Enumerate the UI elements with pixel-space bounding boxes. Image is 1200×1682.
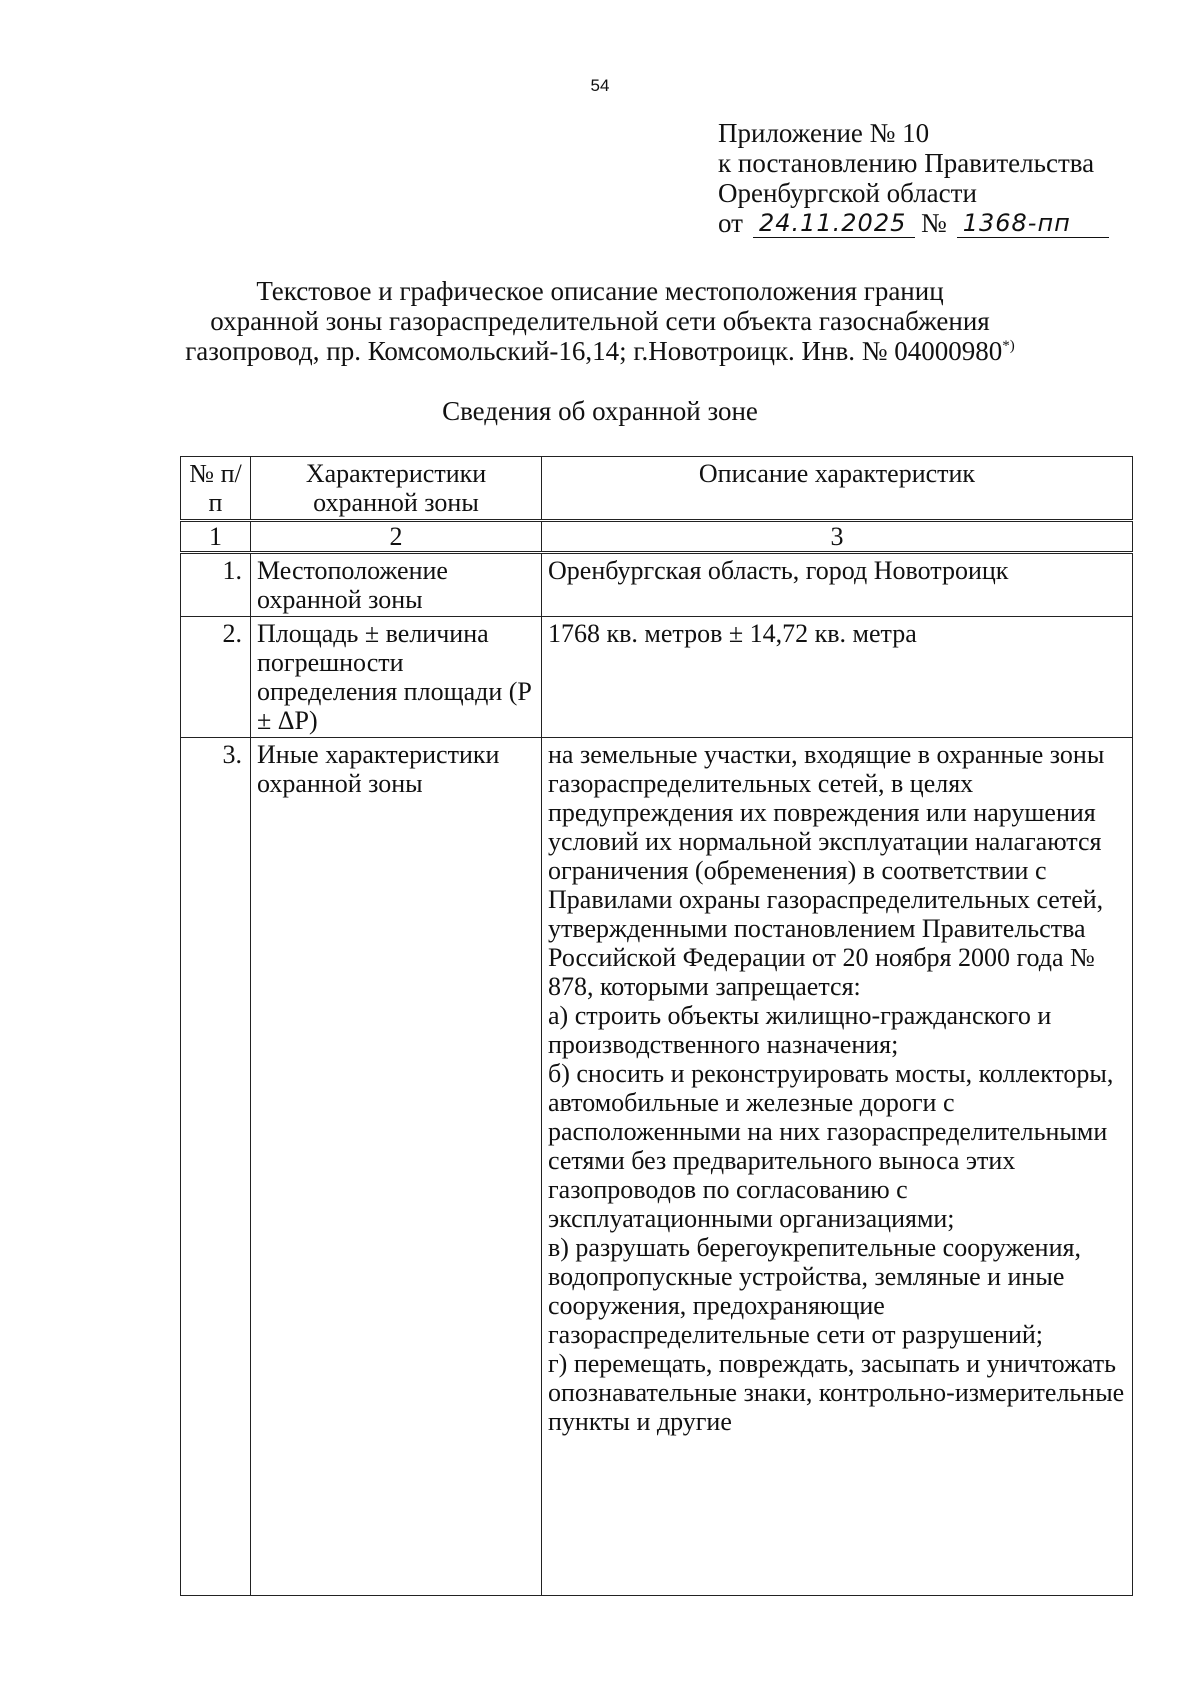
document-title <box>0 276 1200 366</box>
title-line-3 <box>0 336 1200 366</box>
row-description <box>542 738 1133 1596</box>
page-number: 54 <box>590 76 610 95</box>
description-paragraph: на земельные участки, входящие в охранные зоны газораспределительных сетей, в целях предупреждения их повреждения или нарушения условий их нормальной эксплуатации налагаются ограничения (обременения) в соответствии с Правилами охраны газораспределительных сетей, утвержденными постановлением Правительства Российской Федерации от 20 ноября 2000 года № 878, которыми запрещается: <box>548 740 1105 1001</box>
protection-zone-table <box>180 456 1133 1596</box>
column-index: 1 <box>181 521 251 553</box>
header-description: Описание характеристик <box>542 457 1133 521</box>
header-number: № п/п <box>181 457 251 521</box>
row-characteristic: Иные характеристики охранной зоны <box>251 738 542 1596</box>
section-subtitle: Сведения об охранной зоне <box>442 396 758 426</box>
row-number: 1. <box>181 553 251 617</box>
appendix-resolution-line: к постановлению Правительства <box>718 148 1095 178</box>
table-row <box>181 738 1133 1596</box>
handwritten-number: 1368-пп <box>957 209 1109 238</box>
column-index: 2 <box>251 521 542 553</box>
appendix-region-line: Оренбургской области <box>718 178 977 208</box>
description-item-a: а) строить объекты жилищно-гражданского и производственного назначения; <box>548 1001 1052 1059</box>
table-row <box>181 553 1133 617</box>
handwritten-date: 24.11.2025 <box>753 209 915 238</box>
title-line-3-text: газопровод, пр. Комсомольский-16,14; г.Новотроицк. Инв. № 04000980 <box>185 336 1003 366</box>
table-row <box>181 617 1133 738</box>
row-description: Оренбургская область, город Новотроицк <box>542 553 1133 617</box>
header-characteristic: Характеристики охранной зоны <box>251 457 542 521</box>
column-index-row <box>181 521 1133 553</box>
row-number: 2. <box>181 617 251 738</box>
description-item-b: б) сносить и реконструировать мосты, коллекторы, автомобильные и железные дороги с расположенными на них газораспределительными сетями без предварительного выноса этих газопроводов по согласованию с эксплуатационными организациями; <box>548 1059 1114 1233</box>
row-characteristic: Местоположение охранной зоны <box>251 553 542 617</box>
row-description: 1768 кв. метров ± 14,72 кв. метра <box>542 617 1133 738</box>
row-number: 3. <box>181 738 251 1596</box>
description-item-d: г) перемещать, повреждать, засыпать и уничтожать опознавательные знаки, контрольно-измерительные пункты и другие <box>548 1349 1125 1436</box>
appendix-header <box>718 118 1109 238</box>
row-characteristic: Площадь ± величина погрешности определения площади (P ± ΔP) <box>251 617 542 738</box>
number-label: № <box>920 208 947 238</box>
description-item-c: в) разрушать берегоукрепительные сооружения, водопропускные устройства, земляные и иные сооружения, предохраняющие газораспределительные сети от разрушений; <box>548 1233 1081 1349</box>
from-label: от <box>718 208 743 238</box>
title-line-2: охранной зоны газораспределительной сети объекта газоснабжения <box>210 306 990 336</box>
appendix-title: Приложение № 10 <box>718 118 930 148</box>
footnote-mark: *) <box>1002 338 1015 354</box>
table-header-row <box>181 457 1133 521</box>
column-index: 3 <box>542 521 1133 553</box>
title-line-1: Текстовое и графическое описание местоположения границ <box>256 276 944 306</box>
appendix-date-number-line <box>718 208 1109 238</box>
